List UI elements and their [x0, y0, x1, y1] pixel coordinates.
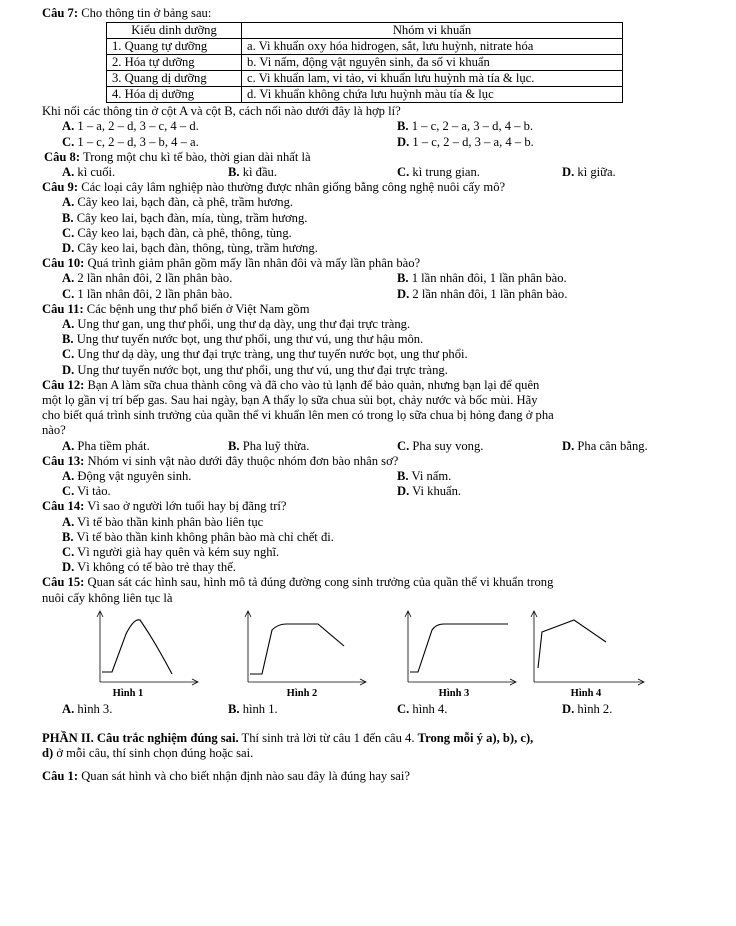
option-d[interactable]: D. Ung thư tuyến nước bọt, ung thư phổi, ung thư vú, ung thư đại trực tràng. — [62, 362, 448, 377]
question-9: Câu 9: Các loại cây lâm nghiệp nào thường được nhân giống bằng công nghệ nuôi cấy mô? — [42, 180, 506, 195]
options-row — [42, 119, 702, 134]
graph-2 — [240, 608, 370, 686]
option-a[interactable]: A. Ung thư gan, ung thư phổi, ung thư dạ dày, ung thư đại trực tràng. — [62, 316, 411, 331]
question-7: Câu 7: Cho thông tin ở bảng sau: — [42, 6, 212, 20]
options-row — [42, 165, 702, 180]
option-a[interactable]: A. Pha tiềm phát. — [62, 438, 150, 453]
option-c[interactable]: C. hình 4. — [397, 701, 448, 716]
option-d[interactable]: D. kì giữa. — [562, 164, 616, 179]
table-cell: c. Vi khuẩn lam, vi tảo, vi khuẩn lưu huỳnh mà tía & lục. — [242, 71, 623, 87]
option-b[interactable]: B. Vì tế bào thần kinh không phân bào mà chỉ chết đi. — [62, 529, 334, 544]
question-14: Câu 14: Vì sao ở người lớn tuổi hay bị đãng trí? — [42, 499, 287, 514]
table-cell: d. Vi khuẩn không chứa lưu huỳnh màu tía & lục — [242, 87, 623, 103]
table-cell: 4. Hóa dị dưỡng — [107, 87, 242, 103]
option-b[interactable]: B. Vi nấm. — [397, 468, 452, 483]
options-row — [42, 469, 702, 484]
option-b[interactable]: B. 1 lần nhân đôi, 1 lần phân bào. — [397, 271, 567, 286]
question-13: Câu 13: Nhóm vi sinh vật nào dưới đây thuộc nhóm đơn bào nhân sơ? — [42, 453, 399, 468]
options-row — [42, 702, 702, 717]
option-c[interactable]: C. Vì người già hay quên và kém suy nghĩ. — [62, 544, 280, 559]
option-c[interactable]: C. Pha suy vong. — [397, 438, 484, 453]
options-row — [42, 439, 702, 454]
option-c[interactable]: C. kì trung gian. — [397, 164, 480, 179]
growth-curve-figures — [42, 608, 702, 702]
option-d[interactable]: D. 1 – c, 2 – d, 3 – a, 4 – b. — [397, 134, 534, 149]
option-a[interactable]: A. 2 lần nhân đôi, 2 lần phân bào. — [62, 271, 233, 286]
part-2-heading: PHẦN II. Câu trắc nghiệm đúng sai. Thí sinh trả lời từ câu 1 đến câu 4. Trong mỗi ý a), b), c), — [42, 730, 534, 745]
table-cell: b. Vi nấm, động vật nguyên sinh, đa số vi khuẩn — [242, 55, 623, 71]
spacer — [42, 717, 702, 731]
option-a[interactable]: A. Động vật nguyên sinh. — [62, 468, 192, 483]
part-2-question-1: Câu 1: Quan sát hình và cho biết nhận định nào sau đây là đúng hay sai? — [42, 769, 410, 784]
table-cell: a. Vi khuẩn oxy hóa hidrogen, sắt, lưu huỳnh, nitrate hóa — [242, 39, 623, 55]
growth-curve-graph-1 — [92, 608, 202, 686]
question-12: Câu 12: Bạn A làm sữa chua thành công và đã cho vào tủ lạnh để bảo quản, nhưng bạn lại để quên — [42, 377, 540, 392]
question-15: Câu 15: Quan sát các hình sau, hình mô tả đúng đường cong sinh trưởng của quần thể vi khuẩn trong — [42, 575, 554, 590]
curve-4 — [538, 620, 606, 668]
option-b[interactable]: B. Pha luỹ thừa. — [228, 438, 310, 453]
question-12-line: nào? — [42, 423, 66, 438]
option-a[interactable]: A. 1 – a, 2 – d, 3 – c, 4 – d. — [62, 119, 199, 134]
table-header: Nhóm vi khuẩn — [242, 23, 623, 39]
question-7-followup: Khi nối các thông tin ở cột A và cột B, cách nối nào dưới đây là hợp lí? — [42, 104, 401, 119]
graph-4 — [524, 608, 648, 686]
option-c[interactable]: C. 1 lần nhân đôi, 2 lần phân bào. — [62, 286, 233, 301]
option-d[interactable]: D. Pha cân bằng. — [562, 438, 648, 453]
option-b[interactable]: B. kì đầu. — [228, 164, 277, 179]
growth-curve-graph-4 — [524, 608, 648, 686]
question-10: Câu 10: Quá trình giảm phân gồm mấy lần nhân đôi và mấy lần phân bào? — [42, 256, 421, 271]
exam-page — [42, 6, 702, 785]
table-cell: 3. Quang dị dưỡng — [107, 71, 242, 87]
option-a[interactable]: A. kì cuối. — [62, 164, 116, 179]
option-c[interactable]: C. 1 – c, 2 – d, 3 – b, 4 – a. — [62, 134, 199, 149]
nutrition-table — [106, 22, 623, 103]
figure-label-3: Hình 3 — [438, 687, 470, 699]
option-c[interactable]: C. Vi tảo. — [62, 484, 111, 499]
figure-label-1: Hình 1 — [112, 687, 144, 699]
part-2-heading-line: d) ở mỗi câu, thí sinh chọn đúng hoặc sai. — [42, 746, 254, 761]
option-c[interactable]: C. Cây keo lai, bạch đàn, cà phê, thông, tùng. — [62, 225, 292, 240]
option-c[interactable]: C. Ung thư dạ dày, ung thư đại trực tràng, ung thư tuyến nước bọt, ung thư phổi. — [62, 347, 468, 362]
question-12-line: một lọ gần vị trí bếp gas. Sau hai ngày, bạn A thấy lọ sữa chua sủi bọt, chảy nước và bốc mùi. Hãy — [42, 392, 538, 407]
curve-2 — [250, 624, 344, 674]
option-b[interactable]: B. 1 – c, 2 – a, 3 – d, 4 – b. — [397, 119, 534, 134]
question-12-line: cho biết quá trình sinh trưởng của quần thể vi khuẩn lên men có trong lọ sữa chua bị hỏng đang ở pha — [42, 408, 554, 423]
option-a[interactable]: A. Vì tế bào thần kinh phân bào liên tục — [62, 514, 264, 529]
option-d[interactable]: D. Cây keo lai, bạch đàn, thông, tùng, trầm hương. — [62, 240, 318, 255]
table-cell: 2. Hóa tự dưỡng — [107, 55, 242, 71]
table-header: Kiểu dinh dưỡng — [107, 23, 242, 39]
option-d[interactable]: D. Vi khuẩn. — [397, 484, 462, 499]
graph-3 — [400, 608, 520, 686]
options-row — [42, 271, 702, 286]
figure-label-2: Hình 2 — [286, 687, 318, 699]
options-row — [42, 135, 702, 150]
question-11: Câu 11: Các bệnh ung thư phổ biến ở Việt Nam gồm — [42, 301, 310, 316]
question-15-line: nuôi cấy không liên tục là — [42, 590, 173, 605]
question-8: Câu 8: Trong một chu kì tế bào, thời gian dài nhất là — [44, 149, 311, 164]
option-a[interactable]: A. Cây keo lai, bạch đàn, cà phê, trầm hương. — [62, 195, 294, 210]
option-a[interactable]: A. hình 3. — [62, 701, 113, 716]
growth-curve-graph-3 — [400, 608, 520, 686]
option-d[interactable]: D. Vì không có tế bào trẻ thay thế. — [62, 560, 236, 575]
option-b[interactable]: B. Cây keo lai, bạch đàn, mía, tùng, trầm hương. — [62, 210, 308, 225]
figure-label-4: Hình 4 — [570, 687, 602, 699]
option-b[interactable]: B. hình 1. — [228, 701, 278, 716]
growth-curve-graph-2 — [240, 608, 370, 686]
option-b[interactable]: B. Ung thư tuyến nước bọt, ung thư phổi, ung thư vú, ung thư hậu môn. — [62, 332, 424, 347]
option-d[interactable]: D. hình 2. — [562, 701, 613, 716]
graph-1 — [92, 608, 202, 686]
curve-1 — [102, 620, 172, 674]
spacer — [42, 761, 702, 769]
options-row — [42, 484, 702, 499]
options-row — [42, 287, 702, 302]
option-d[interactable]: D. 2 lần nhân đôi, 1 lần phân bào. — [397, 286, 568, 301]
table-cell: 1. Quang tự dưỡng — [107, 39, 242, 55]
curve-3 — [410, 624, 508, 672]
